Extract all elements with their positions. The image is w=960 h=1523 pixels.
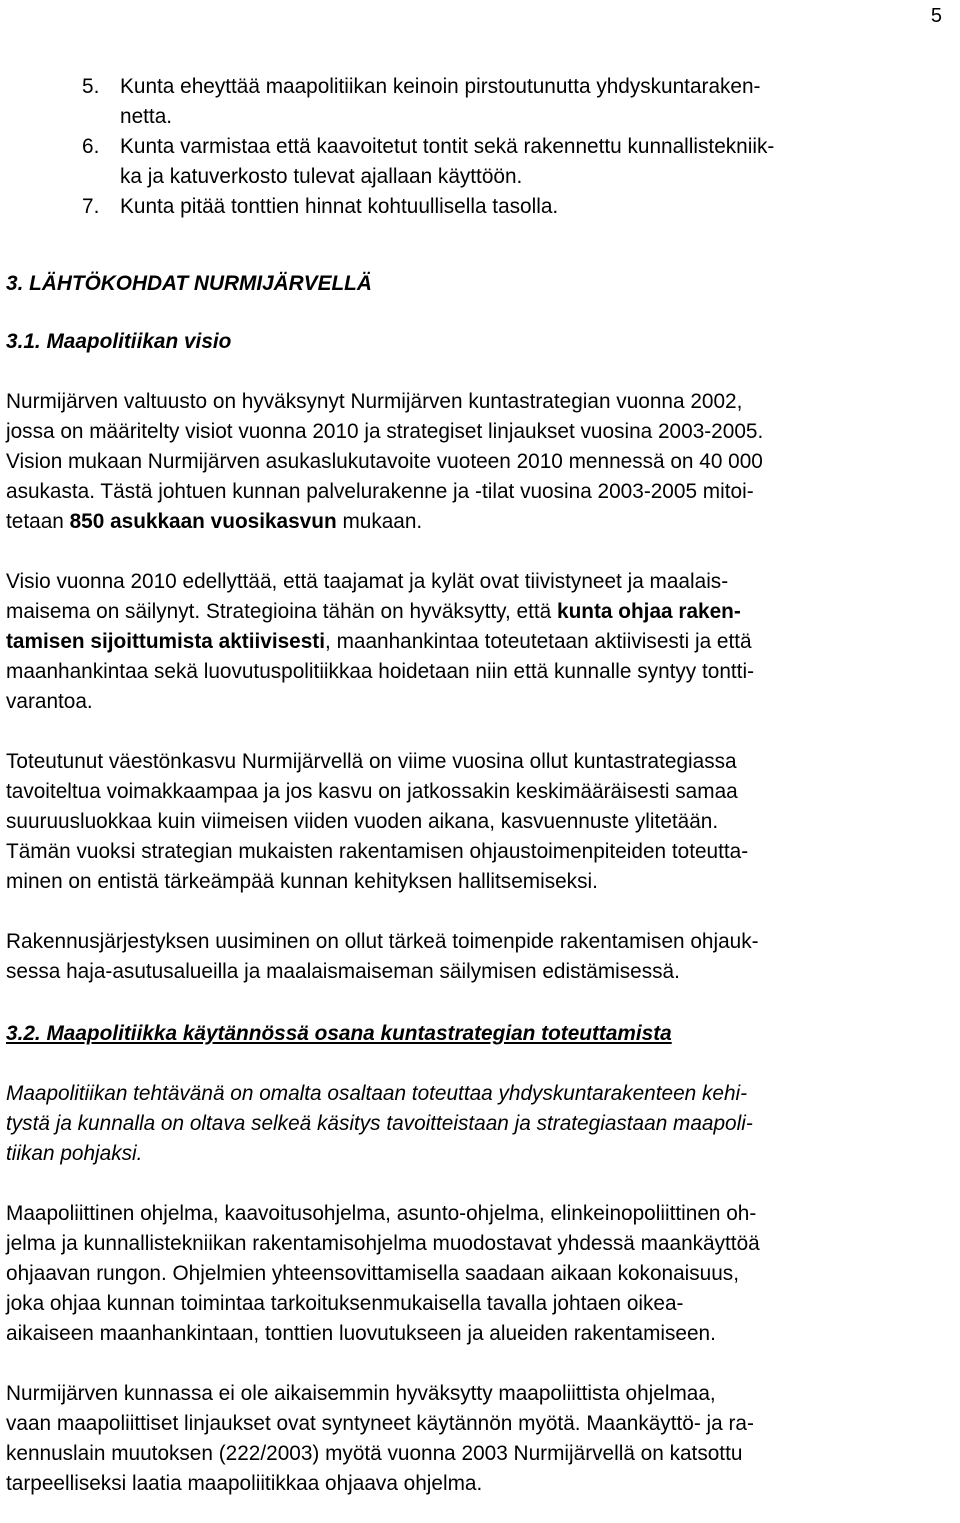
text-line: joka ohjaa kunnan toimintaa tarkoituksenmukaisella tavalla johtaen oikea- xyxy=(6,1292,684,1315)
list-item xyxy=(6,72,952,132)
text-line: ohjaavan rungon. Ohjelmien yhteensovittamisella saadaan aikaan kokonaisuus, xyxy=(6,1262,739,1285)
text-line: maisema on säilynyt. Strategioina tähän on hyväksytty, että xyxy=(6,600,558,623)
paragraph xyxy=(6,567,952,717)
bold-text: kunta ohjaa raken- xyxy=(557,600,741,623)
paragraph xyxy=(6,1199,952,1349)
list-item-line: Kunta varmistaa että kaavoitetut tontit sekä rakennettu kunnallistekniik- xyxy=(120,135,775,158)
list-item-number: 6. xyxy=(82,135,100,158)
paragraph xyxy=(6,387,952,537)
list-item-line: Kunta pitää tonttien hinnat kohtuullisella tasolla. xyxy=(120,195,559,218)
list-item-line: netta. xyxy=(120,105,173,128)
subsection-heading: 3.1. Maapolitiikan visio xyxy=(6,330,232,353)
text-line: aikaiseen maanhankintaan, tonttien luovutukseen ja alueiden rakentamiseen. xyxy=(6,1322,716,1345)
text-line: , maanhankintaa toteutetaan aktiivisesti ja että xyxy=(325,630,752,653)
text-line: asukasta. Tästä johtuen kunnan palvelurakenne ja -tilat vuosina 2003-2005 mitoi- xyxy=(6,480,754,503)
paragraph xyxy=(6,747,952,897)
text-line: maanhankintaa sekä luovutuspolitiikkaa hoidetaan niin että kunnalle syntyy tontti- xyxy=(6,660,754,683)
text-line: Nurmijärven kunnassa ei ole aikaisemmin hyväksytty maapoliittista ohjelmaa, xyxy=(6,1382,716,1405)
text-line: mukaan. xyxy=(336,510,423,533)
list-item-number: 5. xyxy=(82,75,100,98)
text-line: tetaan xyxy=(6,510,70,533)
text-line: kennuslain muutoksen (222/2003) myötä vuonna 2003 Nurmijärvellä on katsottu xyxy=(6,1442,743,1465)
list-item xyxy=(6,192,952,222)
numbered-list xyxy=(6,72,952,222)
text-line: Visio vuonna 2010 edellyttää, että taajamat ja kylät ovat tiivistyneet ja maalais- xyxy=(6,570,729,593)
text-line: Maapoliittinen ohjelma, kaavoitusohjelma, asunto-ohjelma, elinkeinopoliittinen oh- xyxy=(6,1202,757,1225)
text-line: jelma ja kunnallistekniikan rakentamisohjelma muodostavat yhdessä maankäyttöä xyxy=(6,1232,760,1255)
document-body xyxy=(6,72,952,1499)
text-line: minen on entistä tärkeämpää kunnan kehityksen hallitsemiseksi. xyxy=(6,870,598,893)
list-item-number: 7. xyxy=(82,195,100,218)
text-line: Toteutunut väestönkasvu Nurmijärvellä on viime vuosina ollut kuntastrategiassa xyxy=(6,750,737,773)
text-line: Vision mukaan Nurmijärven asukaslukutavoite vuoteen 2010 mennessä on 40 000 xyxy=(6,450,763,473)
list-item-line: Kunta eheyttää maapolitiikan keinoin pirstoutunutta yhdyskuntaraken- xyxy=(120,75,761,98)
list-item xyxy=(6,132,952,192)
paragraph xyxy=(6,927,952,987)
text-line: Nurmijärven valtuusto on hyväksynyt Nurmijärven kuntastrategian vuonna 2002, xyxy=(6,390,743,413)
text-line: vaan maapoliittiset linjaukset ovat syntyneet käytännön myötä. Maankäyttö- ja ra- xyxy=(6,1412,754,1435)
section-heading: 3. LÄHTÖKOHDAT NURMIJÄRVELLÄ xyxy=(6,272,372,295)
subsection-heading: 3.2. Maapolitiikka käytännössä osana kuntastrategian toteuttamista xyxy=(6,1022,672,1045)
text-line: sessa haja-asutusalueilla ja maalaismaiseman säilymisen edistämisessä. xyxy=(6,960,680,983)
text-line: Maapolitiikan tehtävänä on omalta osaltaan toteuttaa yhdyskuntarakenteen kehi- xyxy=(6,1082,748,1105)
text-line: Rakennusjärjestyksen uusiminen on ollut tärkeä toimenpide rakentamisen ohjauk- xyxy=(6,930,759,953)
text-line: Tämän vuoksi strategian mukaisten rakentamisen ohjaustoimenpiteiden toteutta- xyxy=(6,840,749,863)
text-line: tavoiteltua voimakkaampaa ja jos kasvu on jatkossakin keskimääräisesti samaa xyxy=(6,780,738,803)
page-number: 5 xyxy=(930,5,942,27)
bold-text: 850 asukkaan vuosikasvun xyxy=(69,510,337,533)
text-line: varantoa. xyxy=(6,690,93,713)
paragraph xyxy=(6,1379,952,1499)
text-line: tarpeelliseksi laatia maapoliitikkaa ohjaava ohjelma. xyxy=(6,1472,483,1495)
text-line: tiikan pohjaksi. xyxy=(6,1142,143,1165)
italic-paragraph xyxy=(6,1079,952,1169)
list-item-line: ka ja katuverkosto tulevat ajallaan käyttöön. xyxy=(120,165,523,188)
text-line: suuruusluokkaa kuin viimeisen viiden vuoden aikana, kasvuennuste ylitetään. xyxy=(6,810,719,833)
text-line: tystä ja kunnalla on oltava selkeä käsitys tavoitteistaan ja strategiastaan maapoli- xyxy=(6,1112,753,1135)
bold-text: tamisen sijoittumista aktiivisesti xyxy=(6,630,326,653)
text-line: jossa on määritelty visiot vuonna 2010 ja strategiset linjaukset vuosina 2003-2005. xyxy=(6,420,764,443)
